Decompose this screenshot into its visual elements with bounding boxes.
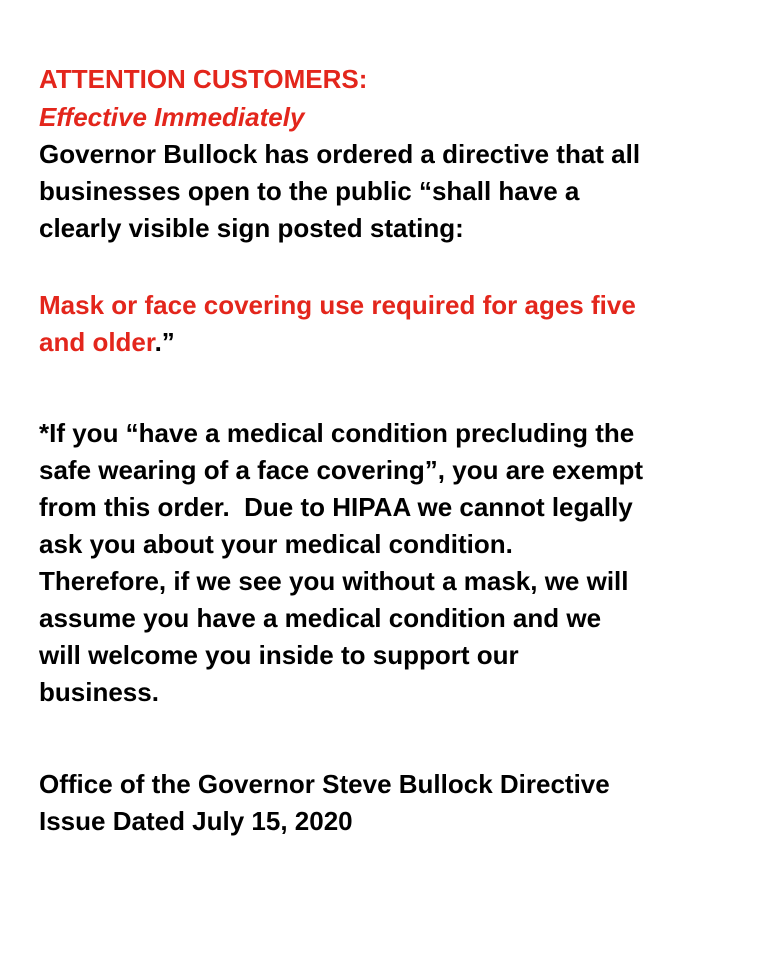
notice-heading: ATTENTION CUSTOMERS: [39,64,368,94]
exemption-line: assume you have a medical condition and we [39,603,602,633]
notice-subheading: Effective Immediately [39,102,305,132]
mask-line-final [39,324,759,361]
exemption-line: *If you “have a medical condition precluding the [39,418,635,448]
exemption-line: will welcome you inside to support our [39,640,519,670]
source-paragraph [39,766,759,840]
mask-requirement-paragraph [39,287,759,361]
exemption-paragraph [39,415,759,711]
intro-line: Governor Bullock has ordered a directive that all [39,139,641,169]
exemption-line: Therefore, if we see you without a mask, we will [39,566,629,596]
mask-line: and older [39,327,155,357]
mask-closing-quote: .” [154,327,175,357]
mask-line: Mask or face covering use required for ages five [39,290,636,320]
exemption-line: safe wearing of a face covering”, you are exempt [39,455,644,485]
intro-line: clearly visible sign posted stating: [39,213,464,243]
exemption-line: from this order. Due to HIPAA we cannot legally [39,492,633,522]
exemption-line: ask you about your medical condition. [39,529,513,559]
intro-line: businesses open to the public “shall have a [39,176,580,206]
notice-document [39,60,759,840]
intro-paragraph [39,136,759,247]
exemption-line: business. [39,677,159,707]
source-line: Issue Dated July 15, 2020 [39,806,353,836]
source-line: Office of the Governor Steve Bullock Directive [39,769,610,799]
